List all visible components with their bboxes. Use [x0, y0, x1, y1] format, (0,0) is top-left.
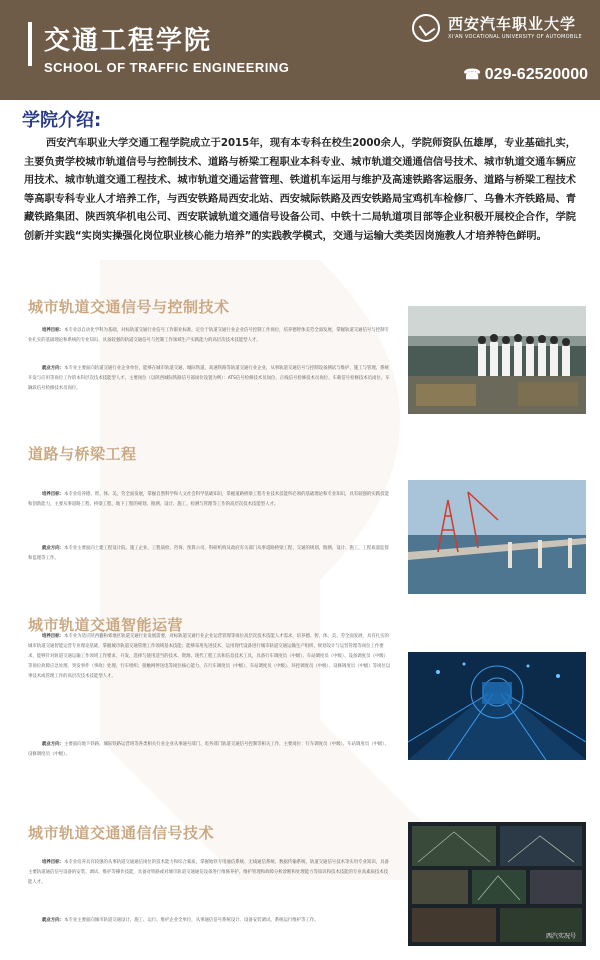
phone-text: 029-62520000 — [484, 66, 588, 83]
section-job-communication-signal — [28, 916, 392, 926]
page-title: 交通工程学院 — [44, 26, 213, 56]
goal-label: 培养目标： — [42, 860, 64, 865]
goal-text: 本专业以自动化学科为基础，对标轨道交通行业信号工作职业标准，定位于轨道交通行业企业信号控制工作岗位，培养德智体美劳全面发展，掌握轨道交通信号与控制专业扎实的基础理论和系统的专业知识，具备较强的轨道交通信号与控制工作领域生产实践能力的高层次技术技能型人才。 — [28, 328, 389, 343]
phone-number — [463, 66, 588, 84]
job-label: 就业方向： — [42, 918, 64, 923]
section-title-smart-operation: 城市轨道交通智能运营 — [28, 616, 184, 634]
job-text: 本专业主要面向城市轨道交通设计、施工、运行、维护企业全单位，从事通信信号系统设计、设备安装调试、系统运行维护等工作。 — [63, 918, 319, 923]
goal-text: 本专业培养德、智、体、美、劳全面发展，掌握自然科学和人文社会科学基础知识，掌握道路桥梁工程专业技术技能所必须的基础理论和专业知识，具有较强的实践技能和创新能力，主要从事道路工程、桥梁工程、地下工程的规划、勘测、设计、施工、检测与管理等工作的高层次技术技能型人才。 — [28, 492, 389, 507]
goal-label: 培养目标： — [42, 492, 64, 497]
section-job-smart-operation — [28, 740, 392, 760]
section-goal-signal-control — [28, 326, 392, 346]
university-logo — [412, 12, 582, 48]
section-goal-road-bridge — [28, 490, 392, 510]
job-text: 本专业主要面向轨道交通行业企业单位，能够在城市轨道交通、城际铁道、高速铁路等轨道交通行业企业，从事轨道交通信号与控制设备测试与维护、施工与管理、系统开发与应用等岗位工作的本科层次技术技能型人才。主要岗位（以陕西城际铁路信号部岗位设置为例）：ATS信号检修技术员岗位、正线信号检修技术员岗位、车载信号检修技术员岗位、车辆段信号检修技术员岗位。 — [28, 366, 390, 391]
title-bar-decoration — [28, 22, 32, 66]
logo-name: 西安汽车职业大学 — [448, 15, 577, 33]
photo-watermark: 西汽实况号 — [545, 933, 576, 940]
section-title-road-bridge: 道路与桥梁工程 — [28, 445, 137, 463]
section-title-signal-control: 城市轨道交通信号与控制技术 — [28, 298, 230, 316]
goal-text: 本专业为适应陕西籍和郊地区轨道交通行业发展需要，对标轨道交通行业企业运营管理等岗位高层次技术技能人才需求，培养德、智、体、美、劳全面发展，具有扎实的城市轨道交通智能运营专业理论基础，掌握城市轨道交通管理工作领域基本技能；能够采用先进技术，运用现代设备进行城市轨道交通运输生产组织、规划设计与运营管理等岗位工作要求，能够针对轨道交通运输工作领域工作要求，开发、选择与使用适当的技术、资源、现代工程工具和信息技术工具，具备行车调度员（中级）、车站调度员（中级）、设备调度员（中级）等岗位故障应急处理、突发事件（事故）处理、行车组织；接触网停送电等岗位核心能力，在行车调度员（中级）、车站调度员（中级）、环控调度员（中级）、设修调度员（中级）等岗位以事技术或管理工作的高层次技术技能型人才。 — [28, 634, 391, 679]
section-job-road-bridge — [28, 544, 392, 564]
section-goal-communication-signal — [28, 858, 392, 888]
goal-text: 本专业培养具有较强的从事轨道交通通信岗位的技术能力和综合素质，掌握地铁专用通信系统、无线通信系统、数据传输系统、轨道交通信号技术等实用专业知识，具备主要轨道通信信号设备的安装、调试、维护等操作技能，具备对铁路或对城市轨道交通通信设备进行维修养护、维护管理和故障分析诊断和处理能力等知识和技术技能的专业高素质技术技能人才。 — [28, 860, 389, 885]
photo-bridge-construction — [408, 480, 586, 594]
photo-signal-monitoring — [408, 822, 586, 946]
section-job-signal-control — [28, 364, 392, 394]
section-goal-smart-operation — [28, 632, 392, 682]
job-label: 就业方向： — [42, 546, 64, 551]
section-title-communication-signal: 城市轨道交通通信信号技术 — [28, 824, 215, 842]
job-label: 就业方向： — [42, 742, 64, 747]
goal-label: 培养目标： — [42, 634, 64, 639]
job-label: 就业方向： — [42, 366, 64, 371]
intro-body: 西安汽车职业大学交通工程学院成立于2015年，现有本专科在校生2000余人，学院师资队伍雄厚，专业基础扎实，主要负责学校城市轨道信号与控制技术、道路与桥梁工程职业本科专业、城市轨道交通通信信号技术、城市轨道交通车辆应用技术、城市轨道交通工程技术、城市轨道交通运营管理、铁道机车运用与维护及高速铁路客运服务、道路与桥梁工程技术等高职专科专业人才培养工作，与西安铁路局西安北站、西安城际铁路及西安铁路局宝鸡机车检修厂、乌鲁木齐铁路局、青藏铁路集团、陕西筑华机电公司、西安联诚轨道交通信号设备公司、中铁十二局轨道项目部等企业积极开展校企合作，学院创新并实践“实岗实操强化岗位职业核心能力培养”的实践教学模式，交通与运输大类类因岗施教人才培养特色鲜明。 — [24, 138, 576, 242]
photo-students-lab — [408, 306, 586, 414]
page-title-english: SCHOOL OF TRAFFIC ENGINEERING — [44, 60, 290, 75]
job-text: 主要面向地下铁路、城际铁路运营班等各类相关行业企业从事通号部门、电务部门轨道交通信号控制等相关工作，主要岗位：行车调度员（中级）、车站调度员（中级）、设修调度员（中级）。 — [28, 742, 389, 757]
goal-label: 培养目标： — [42, 328, 64, 333]
photo-smart-metro — [408, 652, 586, 760]
phone-icon: ☎ — [463, 66, 481, 82]
job-text: 本专业主要面向土建工程设计院、施工企业、工程质检、咨询、预算公司、科研机构及政府有关部门从事道路桥梁工程、交通的规划、勘测、设计、施工、工程质量监督和监理等工作。 — [28, 546, 389, 561]
logo-mark-icon — [412, 14, 440, 42]
intro-heading: 学院介绍: — [22, 110, 102, 131]
header-banner — [0, 0, 600, 100]
logo-subtitle: XI'AN VOCATIONAL UNIVERSITY OF AUTOMOBILE — [448, 34, 582, 40]
